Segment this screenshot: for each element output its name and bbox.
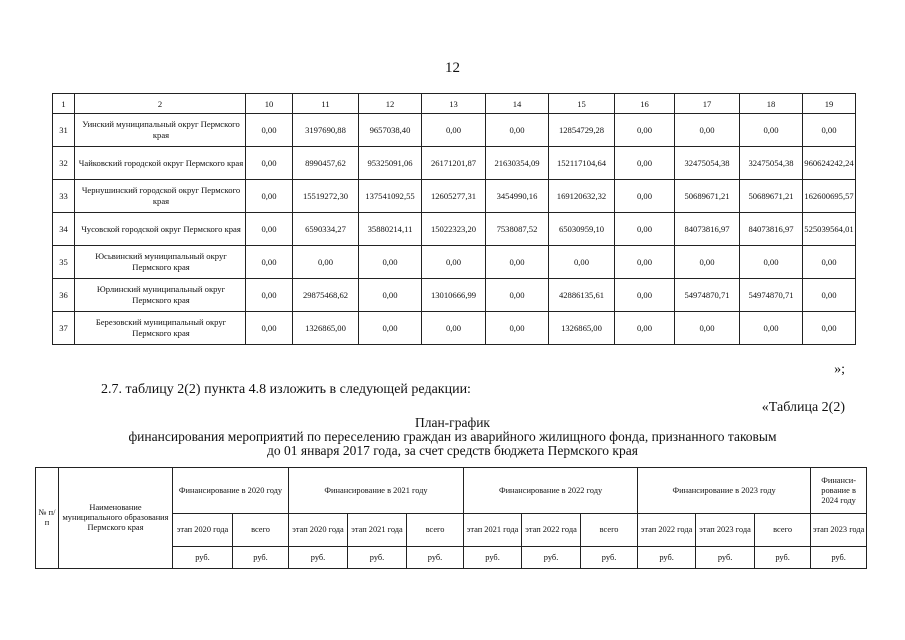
table-cell: 0,00: [359, 279, 422, 312]
title-line: финансирования мероприятий по переселению граждан из аварийного жилищного фонда, признанного таковым: [128, 429, 777, 444]
subheader: этап 2020 года: [289, 514, 348, 547]
group-header: Финансирование в 2020 году: [173, 468, 289, 514]
table-cell: 0,00: [246, 114, 293, 147]
table-row: [53, 180, 856, 213]
table-cell: 32475054,38: [740, 147, 803, 180]
schedule-title: [0, 416, 905, 458]
table-cell: 0,00: [486, 312, 549, 345]
table-cell: 0,00: [422, 246, 486, 279]
table-cell: 0,00: [803, 312, 856, 345]
table-cell: 0,00: [615, 114, 675, 147]
subheader: этап 2023 года: [696, 514, 755, 547]
table-cell: 50689671,21: [740, 180, 803, 213]
row-number: 34: [53, 213, 75, 246]
table-cell: 15022323,20: [422, 213, 486, 246]
subheader: всего: [581, 514, 638, 547]
table-cell: 65030959,10: [549, 213, 615, 246]
column-header: 12: [359, 94, 422, 114]
table-cell: 0,00: [675, 246, 740, 279]
column-header: 1: [53, 94, 75, 114]
table-cell: 0,00: [615, 312, 675, 345]
table-cell: 0,00: [803, 279, 856, 312]
table-row: [53, 312, 856, 345]
column-number-row: [53, 94, 856, 114]
municipality-name: Чусовской городской округ Пермского края: [75, 213, 246, 246]
table-cell: 0,00: [549, 246, 615, 279]
table-cell: 95325091,06: [359, 147, 422, 180]
unit-cell: руб.: [696, 547, 755, 569]
table-label: «Таблица 2(2): [761, 400, 845, 415]
table-cell: 84073816,97: [675, 213, 740, 246]
table-cell: 0,00: [615, 279, 675, 312]
table-cell: 0,00: [246, 213, 293, 246]
group-header-row: [36, 468, 867, 514]
table-cell: 0,00: [740, 312, 803, 345]
subheader: всего: [755, 514, 811, 547]
amendment-instruction: 2.7. таблицу 2(2) пункта 4.8 изложить в следующей редакции:: [101, 382, 471, 397]
group-header: Финансирование в 2021 году: [289, 468, 464, 514]
table-cell: 8990457,62: [293, 147, 359, 180]
table-cell: 35880214,11: [359, 213, 422, 246]
table-cell: 0,00: [246, 279, 293, 312]
table-cell: 84073816,97: [740, 213, 803, 246]
subheader: всего: [233, 514, 289, 547]
unit-cell: руб.: [811, 547, 867, 569]
table-cell: 0,00: [486, 246, 549, 279]
table-cell: 26171201,87: [422, 147, 486, 180]
title-line: План-график: [414, 415, 490, 430]
table-cell: 0,00: [359, 246, 422, 279]
financing-schedule-table: [35, 467, 867, 569]
municipality-header: Наименование муниципального образования Пермского края: [59, 468, 173, 569]
closing-quote: »;: [834, 362, 845, 377]
table-cell: 1326865,00: [549, 312, 615, 345]
unit-cell: руб.: [348, 547, 407, 569]
table-cell: 0,00: [615, 147, 675, 180]
table-cell: 0,00: [615, 180, 675, 213]
subheader: всего: [407, 514, 464, 547]
unit-cell: руб.: [289, 547, 348, 569]
subheader: этап 2020 года: [173, 514, 233, 547]
table-cell: 0,00: [803, 114, 856, 147]
table-cell: 169120632,32: [549, 180, 615, 213]
row-number: 32: [53, 147, 75, 180]
table-cell: 0,00: [246, 312, 293, 345]
subheader: этап 2023 года: [811, 514, 867, 547]
table-cell: 7538087,52: [486, 213, 549, 246]
unit-cell: руб.: [233, 547, 289, 569]
table-cell: 54974870,71: [740, 279, 803, 312]
table-cell: 0,00: [615, 246, 675, 279]
number-header: № п/п: [36, 468, 59, 569]
column-header: 14: [486, 94, 549, 114]
table-cell: 162600695,57: [803, 180, 856, 213]
column-header: 17: [675, 94, 740, 114]
table-cell: 42886135,61: [549, 279, 615, 312]
table-cell: 50689671,21: [675, 180, 740, 213]
unit-cell: руб.: [522, 547, 581, 569]
unit-cell: руб.: [407, 547, 464, 569]
column-header: 13: [422, 94, 486, 114]
subheader: этап 2022 года: [638, 514, 696, 547]
row-number: 33: [53, 180, 75, 213]
table-cell: 0,00: [675, 312, 740, 345]
column-header: 15: [549, 94, 615, 114]
table-cell: 960624242,24: [803, 147, 856, 180]
group-header: Финансирование в 2023 году: [638, 468, 811, 514]
table-cell: 6590334,27: [293, 213, 359, 246]
table-cell: 13010666,99: [422, 279, 486, 312]
title-line: до 01 января 2017 года, за счет средств бюджета Пермского края: [267, 443, 638, 458]
municipality-name: Уинский муниципальный округ Пермского края: [75, 114, 246, 147]
unit-cell: руб.: [173, 547, 233, 569]
municipality-name: Юрлинский муниципальный округ Пермского края: [75, 279, 246, 312]
table-cell: 29875468,62: [293, 279, 359, 312]
table-cell: 15519272,30: [293, 180, 359, 213]
table-cell: 32475054,38: [675, 147, 740, 180]
table-cell: 0,00: [422, 114, 486, 147]
table-cell: 9657038,40: [359, 114, 422, 147]
municipality-name: Юсьвинский муниципальный округ Пермского края: [75, 246, 246, 279]
table-cell: 0,00: [615, 213, 675, 246]
subheader: этап 2022 года: [522, 514, 581, 547]
table-cell: 3454990,16: [486, 180, 549, 213]
column-header: 19: [803, 94, 856, 114]
table-cell: 0,00: [246, 180, 293, 213]
unit-cell: руб.: [638, 547, 696, 569]
group-header: Финанси-рование в 2024 году: [811, 468, 867, 514]
table-cell: 0,00: [486, 114, 549, 147]
column-header: 18: [740, 94, 803, 114]
table-cell: 0,00: [246, 147, 293, 180]
table-cell: 0,00: [740, 246, 803, 279]
unit-cell: руб.: [581, 547, 638, 569]
table-cell: 525039564,01: [803, 213, 856, 246]
table-cell: 137541092,55: [359, 180, 422, 213]
table-cell: 12605277,31: [422, 180, 486, 213]
row-number: 31: [53, 114, 75, 147]
municipality-name: Чернушинский городской округ Пермского края: [75, 180, 246, 213]
subheader: этап 2021 года: [464, 514, 522, 547]
table-cell: 3197690,88: [293, 114, 359, 147]
table-row: [53, 279, 856, 312]
municipality-name: Березовский муниципальный округ Пермского края: [75, 312, 246, 345]
table-cell: 0,00: [359, 312, 422, 345]
table-cell: 0,00: [422, 312, 486, 345]
table-cell: 21630354,09: [486, 147, 549, 180]
row-number: 35: [53, 246, 75, 279]
table-cell: 0,00: [675, 114, 740, 147]
table-cell: 54974870,71: [675, 279, 740, 312]
column-header: 10: [246, 94, 293, 114]
column-header: 11: [293, 94, 359, 114]
page-number: 12: [445, 60, 460, 76]
group-header: Финансирование в 2022 году: [464, 468, 638, 514]
unit-cell: руб.: [755, 547, 811, 569]
column-header: 16: [615, 94, 675, 114]
table-row: [53, 213, 856, 246]
table-row: [53, 147, 856, 180]
table-cell: 152117104,64: [549, 147, 615, 180]
table-cell: 0,00: [293, 246, 359, 279]
municipal-finance-table: [52, 93, 856, 345]
unit-cell: руб.: [464, 547, 522, 569]
table-row: [53, 114, 856, 147]
row-number: 36: [53, 279, 75, 312]
table-cell: 0,00: [486, 279, 549, 312]
table-cell: 12854729,28: [549, 114, 615, 147]
table-cell: 0,00: [246, 246, 293, 279]
column-header: 2: [75, 94, 246, 114]
table-row: [53, 246, 856, 279]
subheader: этап 2021 года: [348, 514, 407, 547]
table-cell: 1326865,00: [293, 312, 359, 345]
municipality-name: Чайковский городской округ Пермского края: [75, 147, 246, 180]
row-number: 37: [53, 312, 75, 345]
table-cell: 0,00: [803, 246, 856, 279]
table-cell: 0,00: [740, 114, 803, 147]
